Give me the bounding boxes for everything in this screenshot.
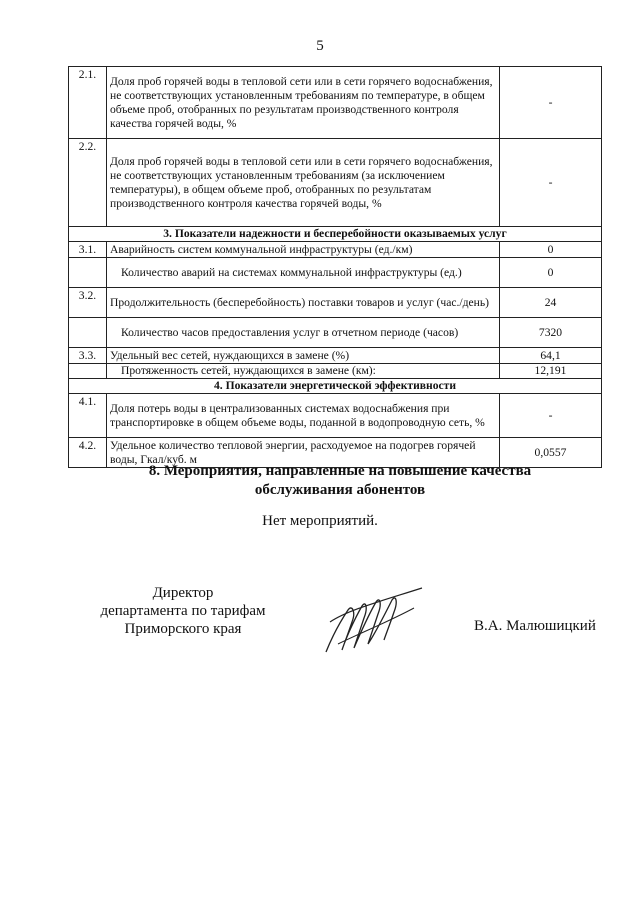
section-title: 3. Показатели надежности и бесперебойности оказываемых услуг xyxy=(69,227,602,242)
row-description: Удельное количество тепловой энергии, расходуемое на подогрев горячей воды, Гкал/куб. м xyxy=(107,438,500,468)
table-row xyxy=(69,364,602,379)
signatory-position-line2: департамента по тарифам xyxy=(100,603,266,619)
row-number: 2.1. xyxy=(69,67,107,139)
row-number xyxy=(69,258,107,288)
table-row xyxy=(69,67,602,139)
row-description: Доля проб горячей воды в тепловой сети или в сети горячего водоснабжения, не соответствующих установленным требованиям (за исключением температуры), в общем объеме проб, отобранных по результатам производственного контроля качества горячей воды, % xyxy=(107,139,500,227)
row-value: 7320 xyxy=(500,318,602,348)
row-description: Доля потерь воды в централизованных системах водоснабжения при транспортировке в общем объеме воды, поданной в водопроводную сеть, % xyxy=(107,394,500,438)
row-number xyxy=(69,364,107,379)
table-row xyxy=(69,318,602,348)
row-number: 3.2. xyxy=(69,288,107,318)
table-row xyxy=(69,348,602,364)
signatory-position xyxy=(78,584,288,638)
handwritten-signature xyxy=(318,582,428,660)
table-row xyxy=(69,288,602,318)
row-value: 12,191 xyxy=(500,364,602,379)
section-8-heading-line1: 8. Мероприятия, направленные на повышение качества xyxy=(148,463,532,479)
row-number: 4.2. xyxy=(69,438,107,468)
row-value: 64,1 xyxy=(500,348,602,364)
row-value: 0 xyxy=(500,242,602,258)
row-value: - xyxy=(500,67,602,139)
row-value: 0,0557 xyxy=(500,438,602,468)
row-number: 4.1. xyxy=(69,394,107,438)
table-row xyxy=(69,242,602,258)
row-description: Количество часов предоставления услуг в отчетном периоде (часов) xyxy=(107,318,500,348)
row-number: 2.2. xyxy=(69,139,107,227)
signatory-position-line3: Приморского края xyxy=(124,621,242,637)
row-value: 24 xyxy=(500,288,602,318)
signatory-name: В.А. Малюшицкий xyxy=(474,618,596,634)
row-value: - xyxy=(500,394,602,438)
section-header-row xyxy=(69,379,602,394)
table-row xyxy=(69,394,602,438)
section-8-heading xyxy=(60,462,620,500)
row-description: Доля проб горячей воды в тепловой сети или в сети горячего водоснабжения, не соответствующих установленным требованиям по температуре, в общем объеме проб, отобранных по результатам производственного контроля качества горячей воды, % xyxy=(107,67,500,139)
row-number: 3.3. xyxy=(69,348,107,364)
section-header-row xyxy=(69,227,602,242)
table-row xyxy=(69,258,602,288)
section-8-heading-line2: обслуживания абонентов xyxy=(254,482,426,498)
table-row xyxy=(69,139,602,227)
row-number xyxy=(69,318,107,348)
section-8-body: Нет мероприятий. xyxy=(262,513,378,529)
row-description: Количество аварий на системах коммунальной инфраструктуры (ед.) xyxy=(107,258,500,288)
row-description: Аварийность систем коммунальной инфраструктуры (ед./км) xyxy=(107,242,500,258)
row-description: Протяженность сетей, нуждающихся в замене (км): xyxy=(107,364,500,379)
signatory-position-line1: Директор xyxy=(152,585,214,601)
row-value: - xyxy=(500,139,602,227)
row-number: 3.1. xyxy=(69,242,107,258)
row-description: Продолжительность (бесперебойность) поставки товаров и услуг (час./день) xyxy=(107,288,500,318)
page-number: 5 xyxy=(316,38,324,54)
row-value: 0 xyxy=(500,258,602,288)
row-description: Удельный вес сетей, нуждающихся в замене (%) xyxy=(107,348,500,364)
section-title: 4. Показатели энергетической эффективности xyxy=(69,379,602,394)
indicators-table xyxy=(68,66,602,468)
